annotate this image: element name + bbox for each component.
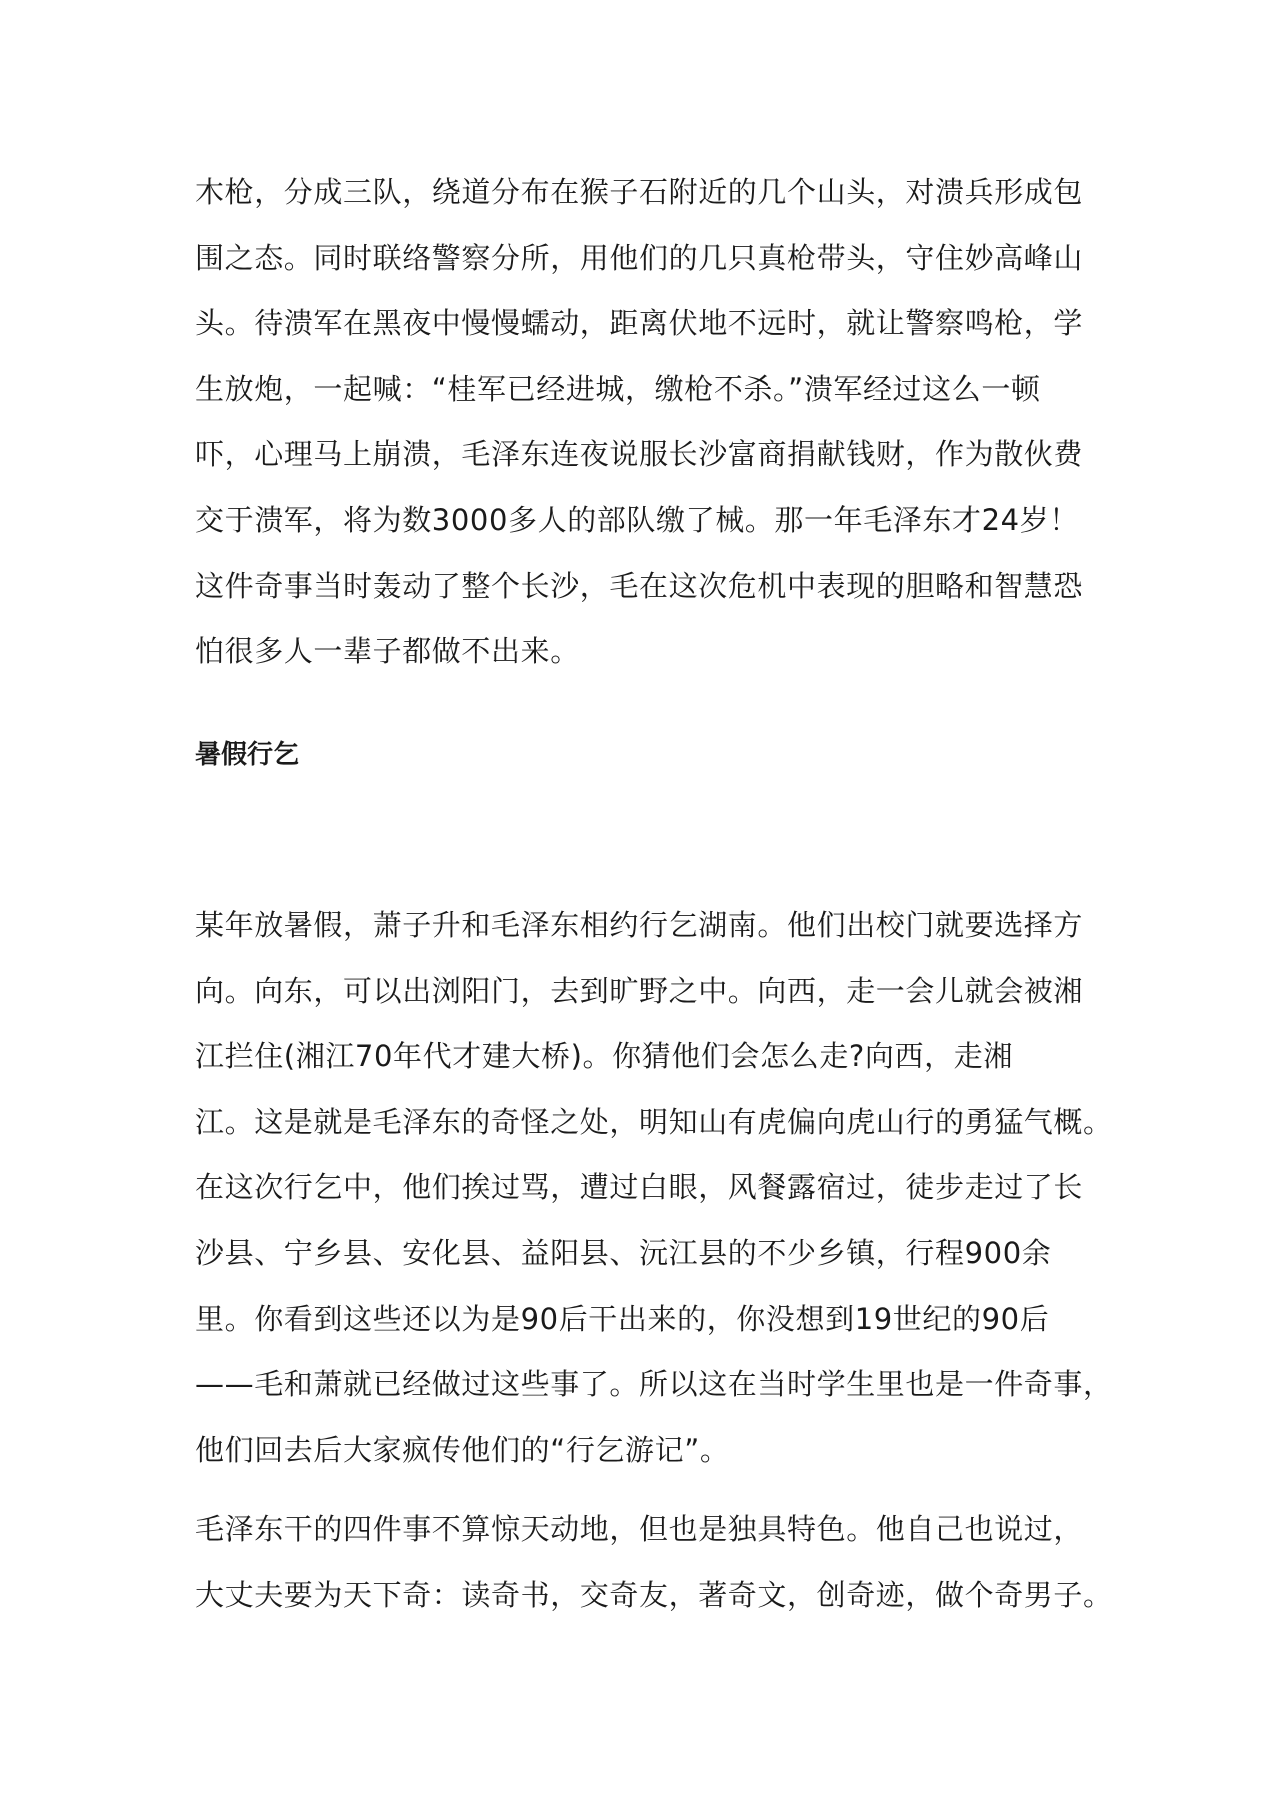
text-line: 怕很多人一辈子都做不出来。 (195, 634, 580, 669)
text-line: 头。待溃军在黑夜中慢慢蠕动，距离伏地不远时，就让警察鸣枪，学 (195, 306, 1084, 341)
text-line: 他们回去后大家疯传他们的“行乞游记”。 (195, 1432, 730, 1467)
text-line: 向。向东，可以出浏阳门，去到旷野之中。向西，走一会儿就会被湘 (195, 973, 1084, 1008)
text-line: 在这次行乞中，他们挨过骂，遭过白眼，风餐露宿过，徒步走过了长 (195, 1170, 1084, 1205)
paragraph-conclusion (195, 1497, 1113, 1628)
text-line: 这件奇事当时轰动了整个长沙，毛在这次危机中表现的胆略和智慧恐 (195, 568, 1084, 603)
text-line: 里。你看到这些还以为是90后干出来的，你没想到19世纪的90后 (195, 1301, 1050, 1336)
text-line: 江。这是就是毛泽东的奇怪之处，明知山有虎偏向虎山行的勇猛气概。 (195, 1104, 1113, 1139)
text-line: 某年放暑假，萧子升和毛泽东相约行乞湖南。他们出校门就要选择方 (195, 908, 1084, 942)
text-line: 吓，心理马上崩溃，毛泽东连夜说服长沙富商捐献钱财，作为散伙费 (195, 437, 1084, 472)
section-heading: 暑假行乞 (195, 740, 300, 770)
text-line: ——毛和萧就已经做过这些事了。所以这在当时学生里也是一件奇事， (195, 1367, 1113, 1402)
paragraph-coup-story (195, 160, 1095, 685)
text-line: 围之态。同时联络警察分所，用他们的几只真枪带头，守住妙高峰山 (195, 240, 1084, 275)
text-line: 江拦住(湘江70年代才建大桥)。你猜他们会怎么走?向西，走湘 (195, 1039, 1013, 1074)
paragraph-summer-begging (195, 893, 1113, 1483)
text-line: 沙县、宁乡县、安化县、益阳县、沅江县的不少乡镇，行程900余 (195, 1235, 1052, 1270)
text-line: 毛泽东干的四件事不算惊天动地，但也是独具特色。他自己也说过， (195, 1512, 1084, 1546)
text-line: 生放炮，一起喊：“桂军已经进城，缴枪不杀。”溃军经过这么一顿 (195, 371, 1041, 406)
text-line: 交于溃军，将为数3000多人的部队缴了械。那一年毛泽东才24岁！ (195, 502, 1079, 537)
text-line: 大丈夫要为天下奇：读奇书，交奇友，著奇文，创奇迹，做个奇男子。 (195, 1577, 1113, 1612)
text-line: 木枪，分成三队，绕道分布在猴子石附近的几个山头，对溃兵形成包 (195, 175, 1084, 209)
